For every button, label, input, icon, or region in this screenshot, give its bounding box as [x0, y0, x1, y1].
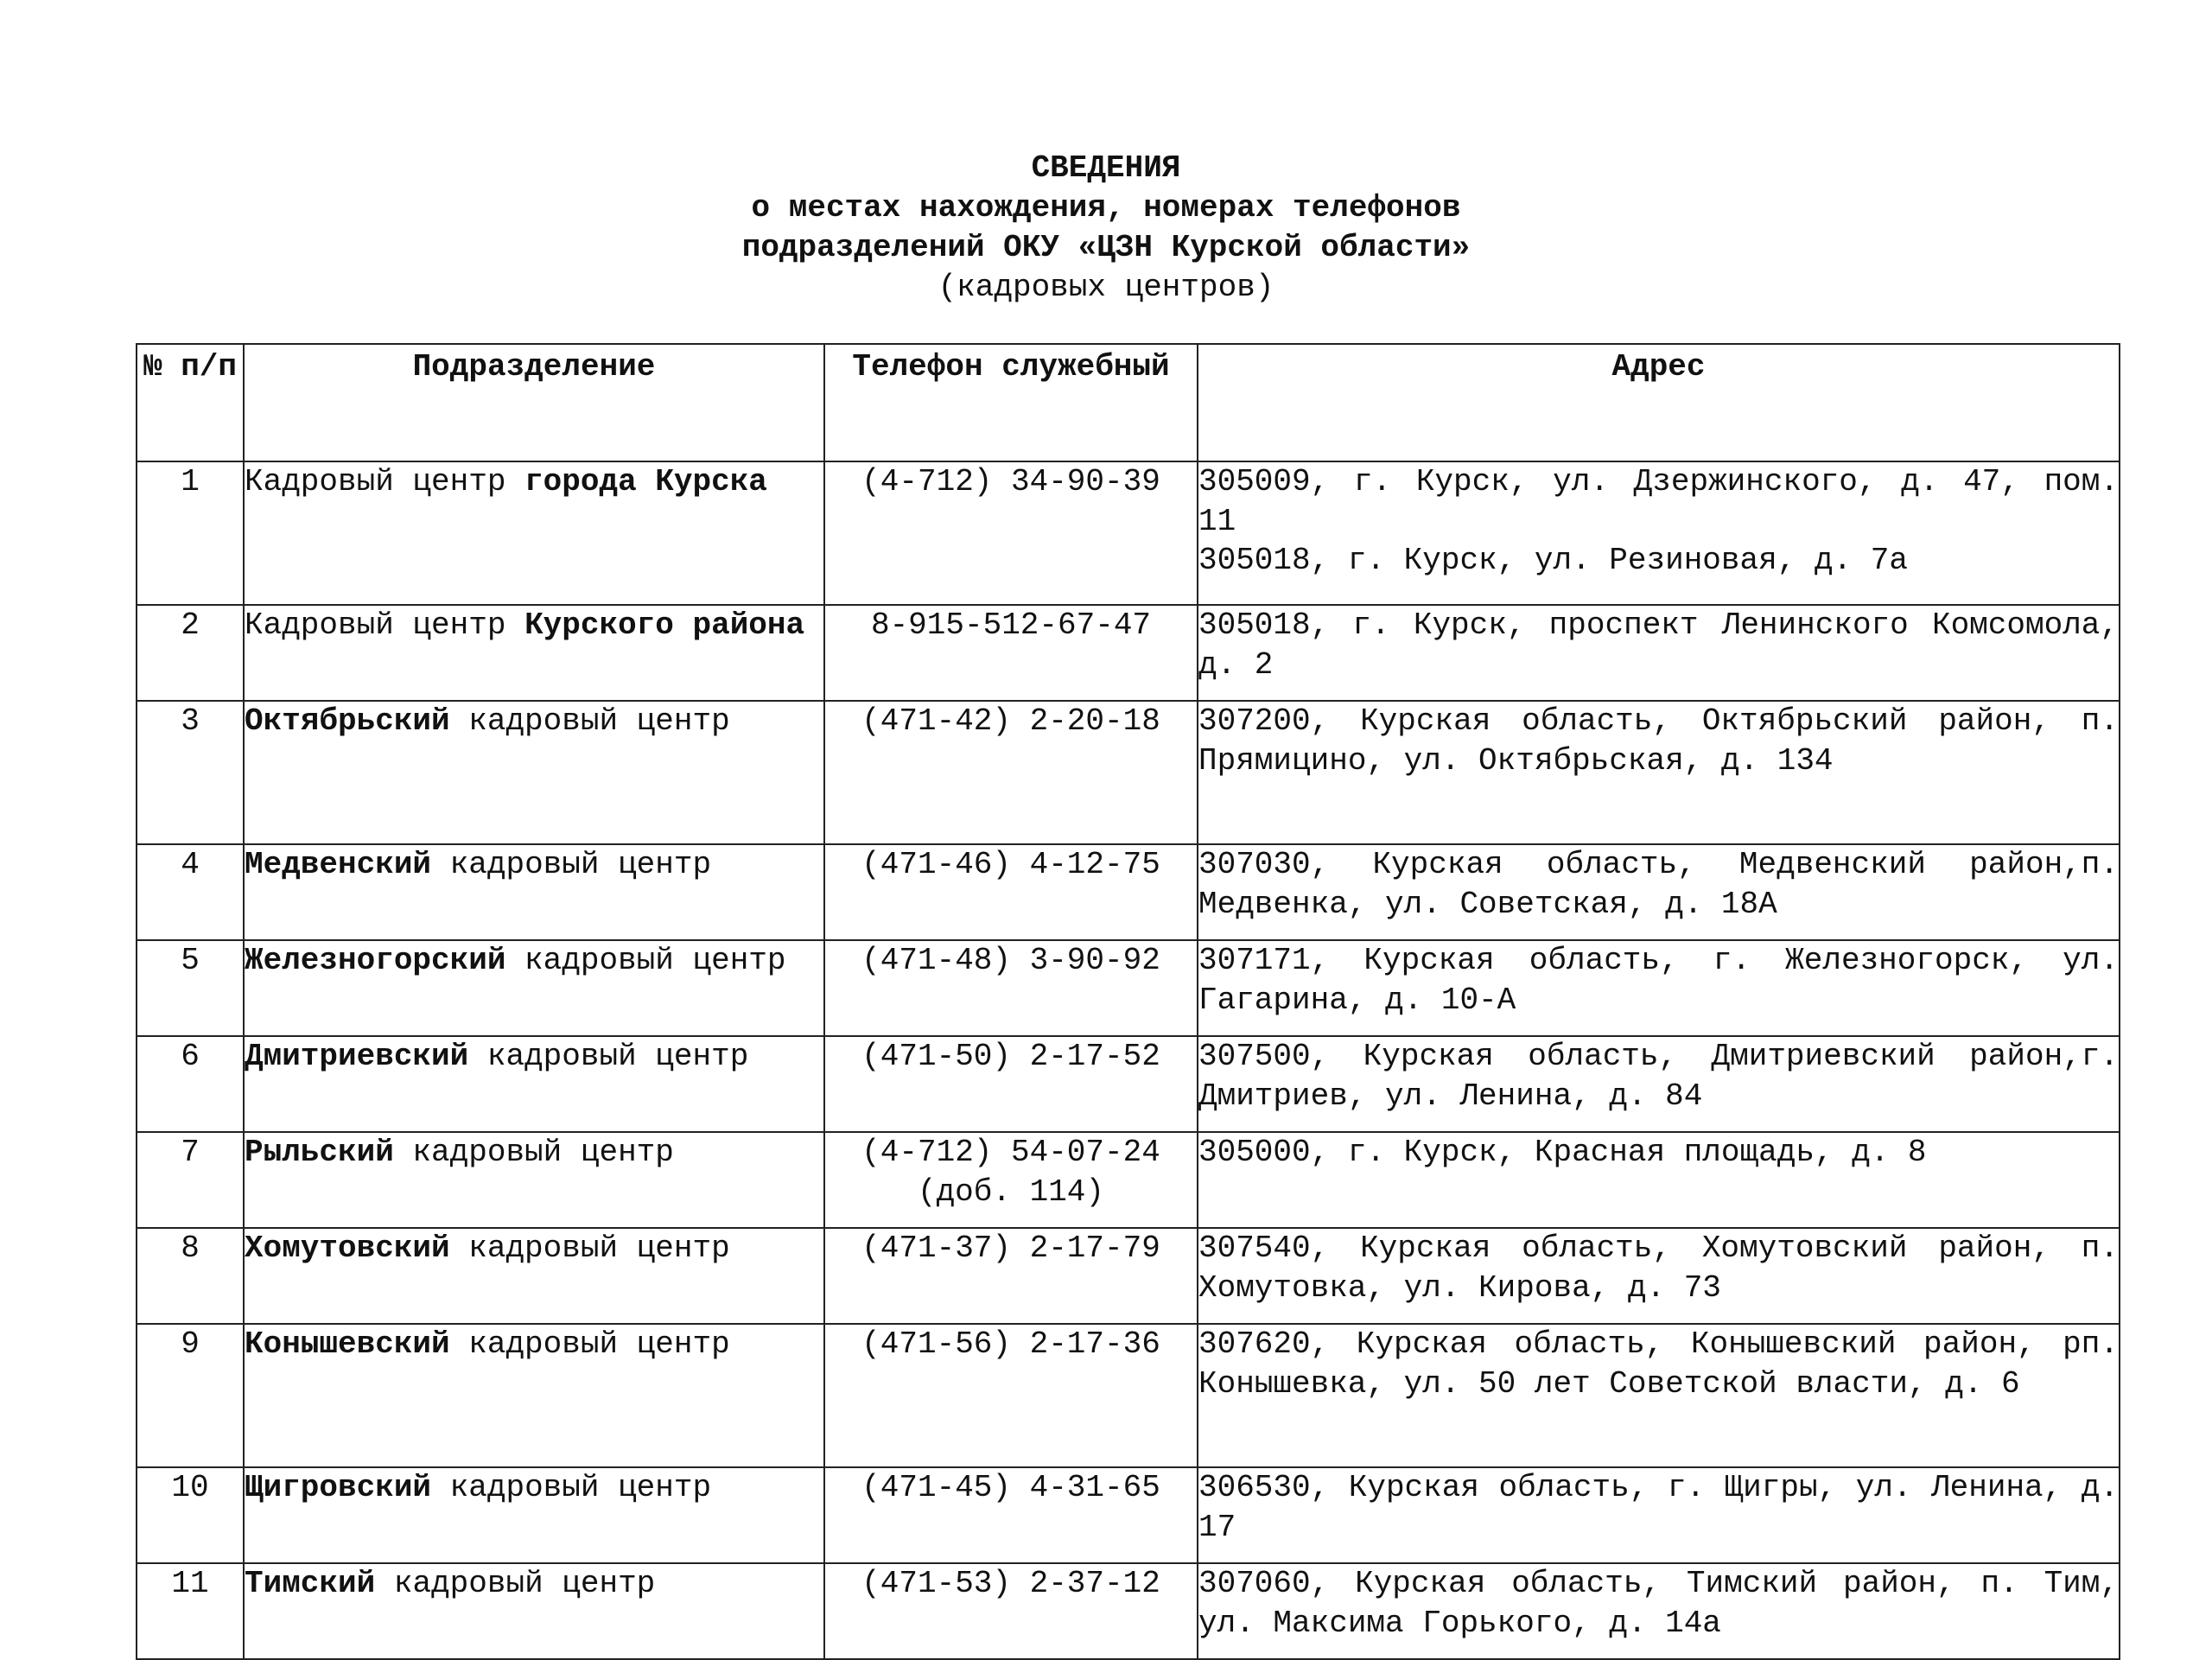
column-header-address: Адрес [1198, 344, 2120, 461]
phone-extension: (доб. 114) [917, 1173, 1105, 1210]
address-cell [1198, 1563, 2120, 1659]
table-row [137, 1132, 2120, 1228]
phone-cell [824, 940, 1198, 1036]
table-row [137, 1563, 2120, 1659]
document-header [0, 149, 2212, 308]
row-number: 3 [137, 701, 244, 844]
document-subtitle-line-2: подразделений ОКУ «ЦЗН Курской области» [741, 230, 1471, 265]
address-cell [1198, 701, 2120, 844]
phone-cell [824, 1036, 1198, 1132]
phone-cell [824, 1132, 1198, 1228]
column-header-number: № п/п [137, 344, 244, 461]
address-text: 306530, Курская область, г. Щигры, ул. Ленина, д. 17 [1198, 1470, 2119, 1545]
document-subtitle-line-1: о местах нахождения, номерах телефонов [751, 190, 1461, 226]
unit-label-name: Октябрьский [245, 703, 450, 739]
unit-label-prefix: Кадровый центр [245, 464, 525, 499]
unit-cell [244, 1324, 824, 1467]
unit-label-name: Хомутовский [245, 1231, 450, 1266]
unit-cell [244, 461, 824, 605]
unit-label-suffix: кадровый центр [449, 1326, 730, 1362]
unit-cell [244, 1132, 824, 1228]
table-row [137, 1324, 2120, 1467]
document-title: СВЕДЕНИЯ [1031, 150, 1181, 186]
unit-label-name: Тимский [245, 1566, 376, 1601]
unit-label-suffix: кадровый центр [431, 847, 712, 882]
phone-cell [824, 844, 1198, 940]
address-text: 307500, Курская область, Дмитриевский район,г. Дмитриев, ул. Ленина, д. 84 [1198, 1039, 2119, 1114]
address-text: 307030, Курская область, Медвенский район,п. Медвенка, ул. Советская, д. 18А [1198, 847, 2119, 922]
unit-cell [244, 1467, 824, 1563]
table-row [137, 461, 2120, 605]
column-header-phone: Телефон служебный [824, 344, 1198, 461]
table-row [137, 940, 2120, 1036]
table-row [137, 844, 2120, 940]
unit-label-suffix: кадровый центр [505, 943, 786, 978]
phone-number: (471-48) 3-90-92 [861, 943, 1160, 978]
unit-label-prefix: Кадровый центр [245, 607, 525, 643]
address-text: 307171, Курская область, г. Железногорск, ул. Гагарина, д. 10-А [1198, 943, 2119, 1018]
row-number: 5 [137, 940, 244, 1036]
address-text: 307620, Курская область, Конышевский район, рп. Конышевка, ул. 50 лет Советской власти, д. 6 [1198, 1326, 2119, 1402]
document-subtitle-line-3: (кадровых центров) [938, 270, 1274, 305]
unit-label-suffix: кадровый центр [449, 1231, 730, 1266]
unit-label-name: Рыльский [245, 1135, 394, 1170]
address-cell [1198, 461, 2120, 605]
phone-cell [824, 1563, 1198, 1659]
address-text-secondary: 305018, г. Курск, ул. Резиновая, д. 7а [1198, 543, 1908, 578]
unit-label-suffix: кадровый центр [375, 1566, 656, 1601]
phone-number: (471-45) 4-31-65 [861, 1470, 1160, 1505]
address-text: 305000, г. Курск, Красная площадь, д. 8 [1198, 1135, 1927, 1170]
address-cell [1198, 844, 2120, 940]
table-header-row [137, 344, 2120, 461]
phone-cell [824, 701, 1198, 844]
table-row [137, 1228, 2120, 1324]
phone-cell [824, 1324, 1198, 1467]
table-row [137, 1036, 2120, 1132]
table-row [137, 1467, 2120, 1563]
address-cell [1198, 605, 2120, 701]
unit-label-name: Конышевский [245, 1326, 450, 1362]
row-number: 6 [137, 1036, 244, 1132]
unit-label-name: города Курска [524, 464, 767, 499]
unit-label-name: Щигровский [245, 1470, 432, 1505]
phone-cell [824, 1228, 1198, 1324]
unit-cell [244, 940, 824, 1036]
unit-label-suffix: кадровый центр [393, 1135, 674, 1170]
column-header-unit: Подразделение [244, 344, 824, 461]
address-cell [1198, 940, 2120, 1036]
address-cell [1198, 1036, 2120, 1132]
phone-number: (471-56) 2-17-36 [861, 1326, 1160, 1362]
phone-number: (4-712) 34-90-39 [861, 464, 1160, 499]
table-row [137, 605, 2120, 701]
unit-cell [244, 1228, 824, 1324]
unit-label-name: Железногорский [245, 943, 506, 978]
row-number: 4 [137, 844, 244, 940]
phone-cell [824, 605, 1198, 701]
phone-cell [824, 461, 1198, 605]
unit-cell [244, 1036, 824, 1132]
phone-number: (471-37) 2-17-79 [861, 1231, 1160, 1266]
row-number: 11 [137, 1563, 244, 1659]
address-text: 305009, г. Курск, ул. Дзержинского, д. 47, пом. 11 [1198, 464, 2119, 539]
unit-label-suffix: кадровый центр [468, 1039, 749, 1074]
unit-cell [244, 1563, 824, 1659]
phone-number: (471-50) 2-17-52 [861, 1039, 1160, 1074]
phone-cell [824, 1467, 1198, 1563]
phone-number: 8-915-512-67-47 [870, 607, 1152, 643]
phone-number: (471-46) 4-12-75 [861, 847, 1160, 882]
address-cell [1198, 1228, 2120, 1324]
row-number: 10 [137, 1467, 244, 1563]
address-text: 307540, Курская область, Хомутовский район, п. Хомутовка, ул. Кирова, д. 73 [1198, 1231, 2119, 1306]
row-number: 8 [137, 1228, 244, 1324]
row-number: 9 [137, 1324, 244, 1467]
unit-label-suffix: кадровый центр [431, 1470, 712, 1505]
unit-label-name: Курского района [524, 607, 805, 643]
unit-label-name: Дмитриевский [245, 1039, 469, 1074]
address-text: 305018, г. Курск, проспект Ленинского Комсомола, д. 2 [1198, 607, 2119, 683]
unit-cell [244, 844, 824, 940]
address-cell [1198, 1324, 2120, 1467]
row-number: 2 [137, 605, 244, 701]
row-number: 7 [137, 1132, 244, 1228]
address-cell [1198, 1132, 2120, 1228]
phone-number: (471-53) 2-37-12 [861, 1566, 1160, 1601]
unit-label-suffix: кадровый центр [449, 703, 730, 739]
phone-number: (4-712) 54-07-24 [861, 1135, 1160, 1170]
contacts-table [136, 343, 2120, 1660]
row-number: 1 [137, 461, 244, 605]
unit-cell [244, 605, 824, 701]
table-row [137, 701, 2120, 844]
unit-label-name: Медвенский [245, 847, 432, 882]
address-text: 307200, Курская область, Октябрьский район, п. Прямицино, ул. Октябрьская, д. 134 [1198, 703, 2119, 779]
phone-number: (471-42) 2-20-18 [861, 703, 1160, 739]
unit-cell [244, 701, 824, 844]
address-cell [1198, 1467, 2120, 1563]
address-text: 307060, Курская область, Тимский район, п. Тим, ул. Максима Горького, д. 14а [1198, 1566, 2119, 1641]
